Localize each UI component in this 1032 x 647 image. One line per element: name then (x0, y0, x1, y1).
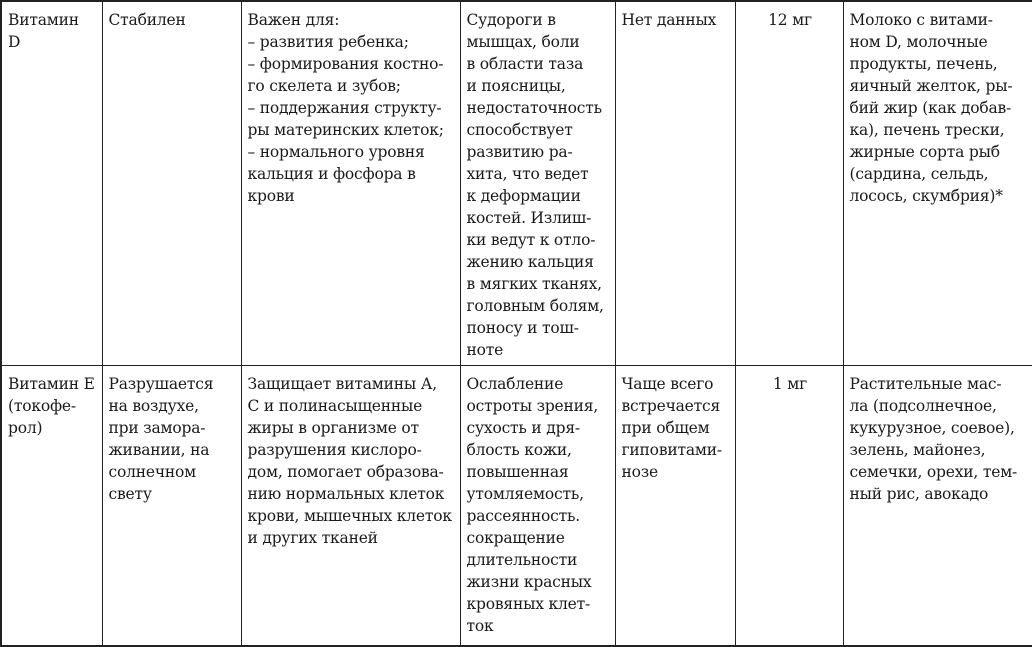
cell-text-line: Важен для: (247, 11, 340, 29)
cell-text-line: утомляемость, (466, 484, 584, 503)
cell-text-line: Нет данных (621, 11, 717, 29)
cell-text-line: остроты зрения, (466, 396, 599, 415)
cell-text-line: зелень, майонез, (849, 440, 986, 459)
cell-text-line: лосось, скумбрия)* (849, 187, 1003, 205)
cell-text-line: гиповитами- (621, 440, 722, 459)
cell-text-line: ток (466, 616, 494, 635)
cell-text-line: – нормального уровня (247, 143, 425, 161)
cell-text-line: длительности (466, 550, 578, 569)
cell-text-line: живании, на (108, 440, 210, 459)
cell-text-line: Молоко с витами- (849, 11, 993, 29)
cell-text-line: Судороги в (466, 11, 556, 29)
cell-text-line: – развития ребенка; (247, 33, 409, 51)
cell-text-line: кровяных клет- (466, 594, 591, 613)
importance-cell (241, 1, 460, 365)
cell-text-line: нозе (621, 462, 658, 481)
cell-text-line: Ослабление (466, 374, 564, 393)
cell-text-line: встречается (621, 396, 721, 415)
cell-text-line: бий жир (как добав- (849, 99, 1012, 117)
cell-text-line: сухость и дря- (466, 418, 580, 437)
cell-text-line: Растительные мас- (849, 374, 1002, 393)
occurrence-cell (615, 365, 735, 646)
cell-text-line: в области таза (466, 55, 584, 73)
cell-text-line: дом, помогает образова- (247, 462, 444, 481)
cell-text-line: кукурузное, соевое), (849, 418, 1015, 437)
vitamin-name-cell (1, 1, 102, 365)
cell-text-line: в мягких тканях, (466, 275, 602, 293)
cell-text-line: рол) (8, 418, 43, 437)
cell-text-line: 1 мг (772, 374, 808, 393)
cell-text-line: яичный желток, ры- (849, 77, 1013, 95)
cell-text-line: головным болям, (466, 297, 604, 315)
cell-text-line: развитию ра- (466, 143, 573, 161)
cell-text-line: ный рис, авокадо (849, 484, 989, 503)
cell-text-line: Защищает витамины А, (247, 374, 437, 393)
cell-text-line: поносу и тош- (466, 319, 579, 337)
cell-text-line: и других тканей (247, 528, 378, 547)
cell-text-line: к деформации (466, 187, 581, 205)
cell-text-line: Витамин E (8, 374, 95, 393)
daily-dose-cell (735, 1, 843, 365)
cell-text-line: разрушения кислоро- (247, 440, 422, 459)
cell-text-line: мышцах, боли (466, 33, 580, 51)
cell-text-line: при общем (621, 418, 710, 437)
cell-text-line: Стабилен (108, 11, 186, 29)
deficiency-symptoms-cell (460, 365, 615, 646)
cell-text-line: повышенная (466, 462, 569, 481)
cell-text-line: свету (108, 484, 152, 503)
cell-text-line: сокращение (466, 528, 565, 547)
cell-text-line: хита, что ведет (466, 165, 589, 183)
cell-text-line: ном D, молочные (849, 33, 988, 51)
stability-cell (102, 1, 241, 365)
vitamin-name-cell (1, 365, 102, 646)
cell-text-line: жению кальция (466, 253, 594, 271)
table-row (1, 365, 1032, 646)
cell-text-line: жизни красных (466, 572, 592, 591)
cell-text-line: солнечном (108, 462, 197, 481)
cell-text-line: и поясницы, (466, 77, 566, 95)
cell-text-line: костей. Излиш- (466, 209, 592, 227)
importance-cell (241, 365, 460, 646)
stability-cell (102, 365, 241, 646)
deficiency-symptoms-cell (460, 1, 615, 365)
cell-text-line: Витамин (8, 11, 79, 29)
daily-dose-cell (735, 365, 843, 646)
cell-text-line: жирные сорта рыб (849, 143, 1000, 161)
cell-text-line: крови, мышечных клеток (247, 506, 452, 525)
cell-text-line: кальция и фосфора в (247, 165, 416, 183)
cell-text-line: – формирования костно- (247, 55, 444, 73)
cell-text-line: С и полинасыщенные (247, 396, 423, 415)
cell-text-line: – поддержания структу- (247, 99, 442, 117)
cell-text-line: ки ведут к отло- (466, 231, 596, 249)
cell-text-line: рассеянность. (466, 506, 580, 525)
cell-text-line: ноте (466, 341, 504, 359)
cell-text-line: нию нормальных клеток (247, 484, 445, 503)
cell-text-line: недостаточность (466, 99, 602, 117)
cell-text-line: D (8, 33, 21, 51)
cell-text-line: ры материнских клеток; (247, 121, 444, 139)
cell-text-line: на воздухе, (108, 396, 199, 415)
cell-text-line: го скелета и зубов; (247, 77, 401, 95)
cell-text-line: продукты, печень, (849, 55, 998, 73)
cell-text-line: способствует (466, 121, 573, 139)
food-sources-cell (843, 1, 1032, 365)
cell-text-line: (токофе- (8, 396, 76, 415)
cell-text-line: 12 мг (768, 11, 812, 29)
cell-text-line: крови (247, 187, 295, 205)
cell-text-line: жиры в организме от (247, 418, 419, 437)
cell-text-line: при замора- (108, 418, 206, 437)
cell-text-line: ка), печень трески, (849, 121, 1005, 139)
cell-text-line: Разрушается (108, 374, 214, 393)
cell-text-line: семечки, орехи, тем- (849, 462, 1018, 481)
cell-text-line: ла (подсолнечное, (849, 396, 997, 415)
occurrence-cell (615, 1, 735, 365)
cell-text-line: блость кожи, (466, 440, 572, 459)
food-sources-cell (843, 365, 1032, 646)
cell-text-line: (сардина, сельдь, (849, 165, 989, 183)
table-row (1, 1, 1032, 365)
cell-text-line: Чаще всего (621, 374, 714, 393)
